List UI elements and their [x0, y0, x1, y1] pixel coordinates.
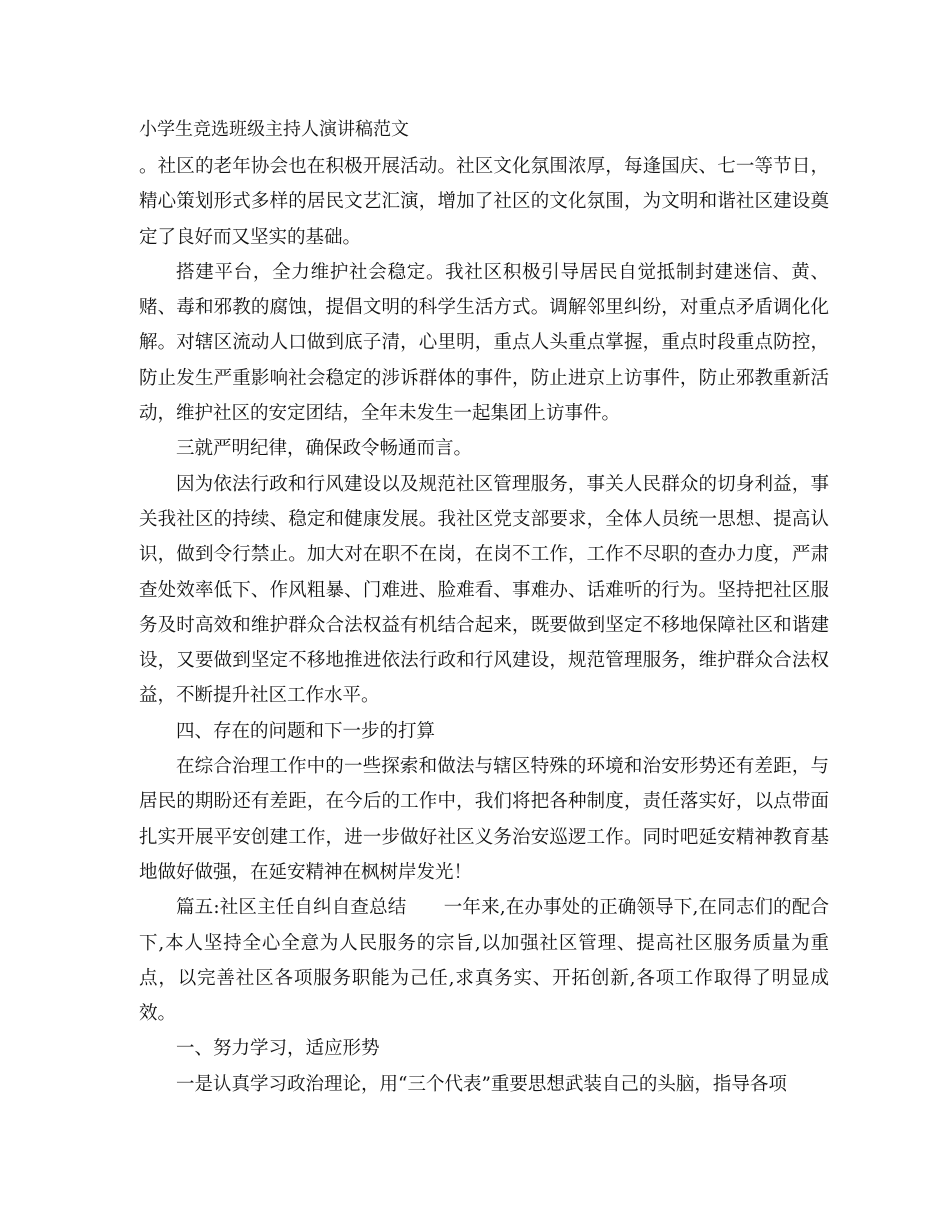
- paragraph-social-stability: 搭建平台，全力维护社会稳定。我社区积极引导居民自觉抵制封建迷信、黄、赌、毒和邪教的腐蚀，提倡文明的科学生活方式。调解邻里纠纷，对重点矛盾调化化解。对辖区流动人口做到底子清，心里明，重点人头重点掌握，重点时段重点防控，防止发生严重影响社会稳定的涉诉群体的事件，防止进京上访事件，防止邪教重新活动，维护社区的安定团结，全年未发生一起集团上访事件。: [139, 261, 829, 425]
- paragraph-part-five: 篇五:社区主任自纠自查总结 一年来,在办事处的正确领导下,在同志们的配合下,本人坚持全心全意为人民服务的宗旨,以加强社区管理、提高社区服务质量为重点，以完善社区各项服务职能为己任,求真务实、开拓创新,各项工作取得了明显成效。: [139, 897, 829, 1025]
- section-heading-problems: 四、存在的问题和下一步的打算: [176, 720, 436, 742]
- paragraph-discipline-heading: 三就严明纪律，确保政令畅通而言。: [176, 438, 473, 460]
- section-heading-study: 一、努力学习，适应形势: [176, 1038, 380, 1060]
- paragraph-study: 一是认真学习政治理论，用“三个代表”重要思想武装自己的头脑，指导各项: [176, 1073, 787, 1095]
- paragraph-administration: 因为依法行政和行风建设以及规范社区管理服务，事关人民群众的切身利益，事关我社区的持续、稳定和健康发展。我社区党支部要求，全体人员统一思想、提高认识，做到令行禁止。加大对在职不在岗，在岗不工作，工作不尽职的查办力度，严肃查处效率低下、作风粗暴、门难进、脸难看、事难办、话难听的行为。坚持把社区服务及时高效和维护群众合法权益有机结合起来，既要做到坚定不移地保障社区和谐建设，又要做到坚定不移地推进依法行政和行风建设，规范管理服务，维护群众合法权益，不断提升社区工作水平。: [139, 473, 829, 707]
- paragraph-problems: 在综合治理工作中的一些探索和做法与辖区特殊的环境和治安形势还有差距，与居民的期盼还有差距，在今后的工作中，我们将把各种制度，责任落实好，以点带面扎实开展平安创建工作，进一步做好社区义务治安巡逻工作。同时吧延安精神教育基地做好做强，在延安精神在枫树岸发光！: [139, 756, 829, 883]
- document-title: 小学生竞选班级主持人演讲稿范文: [139, 119, 409, 140]
- paragraph-continuation: 。社区的老年协会也在积极开展活动。社区文化氛围浓厚，每逢国庆、七一等节日，精心策划形式多样的居民文艺汇演，增加了社区的文化氛围，为文明和谐社区建设奠定了良好而又坚实的基础。: [139, 156, 829, 248]
- document-body: [139, 149, 829, 1102]
